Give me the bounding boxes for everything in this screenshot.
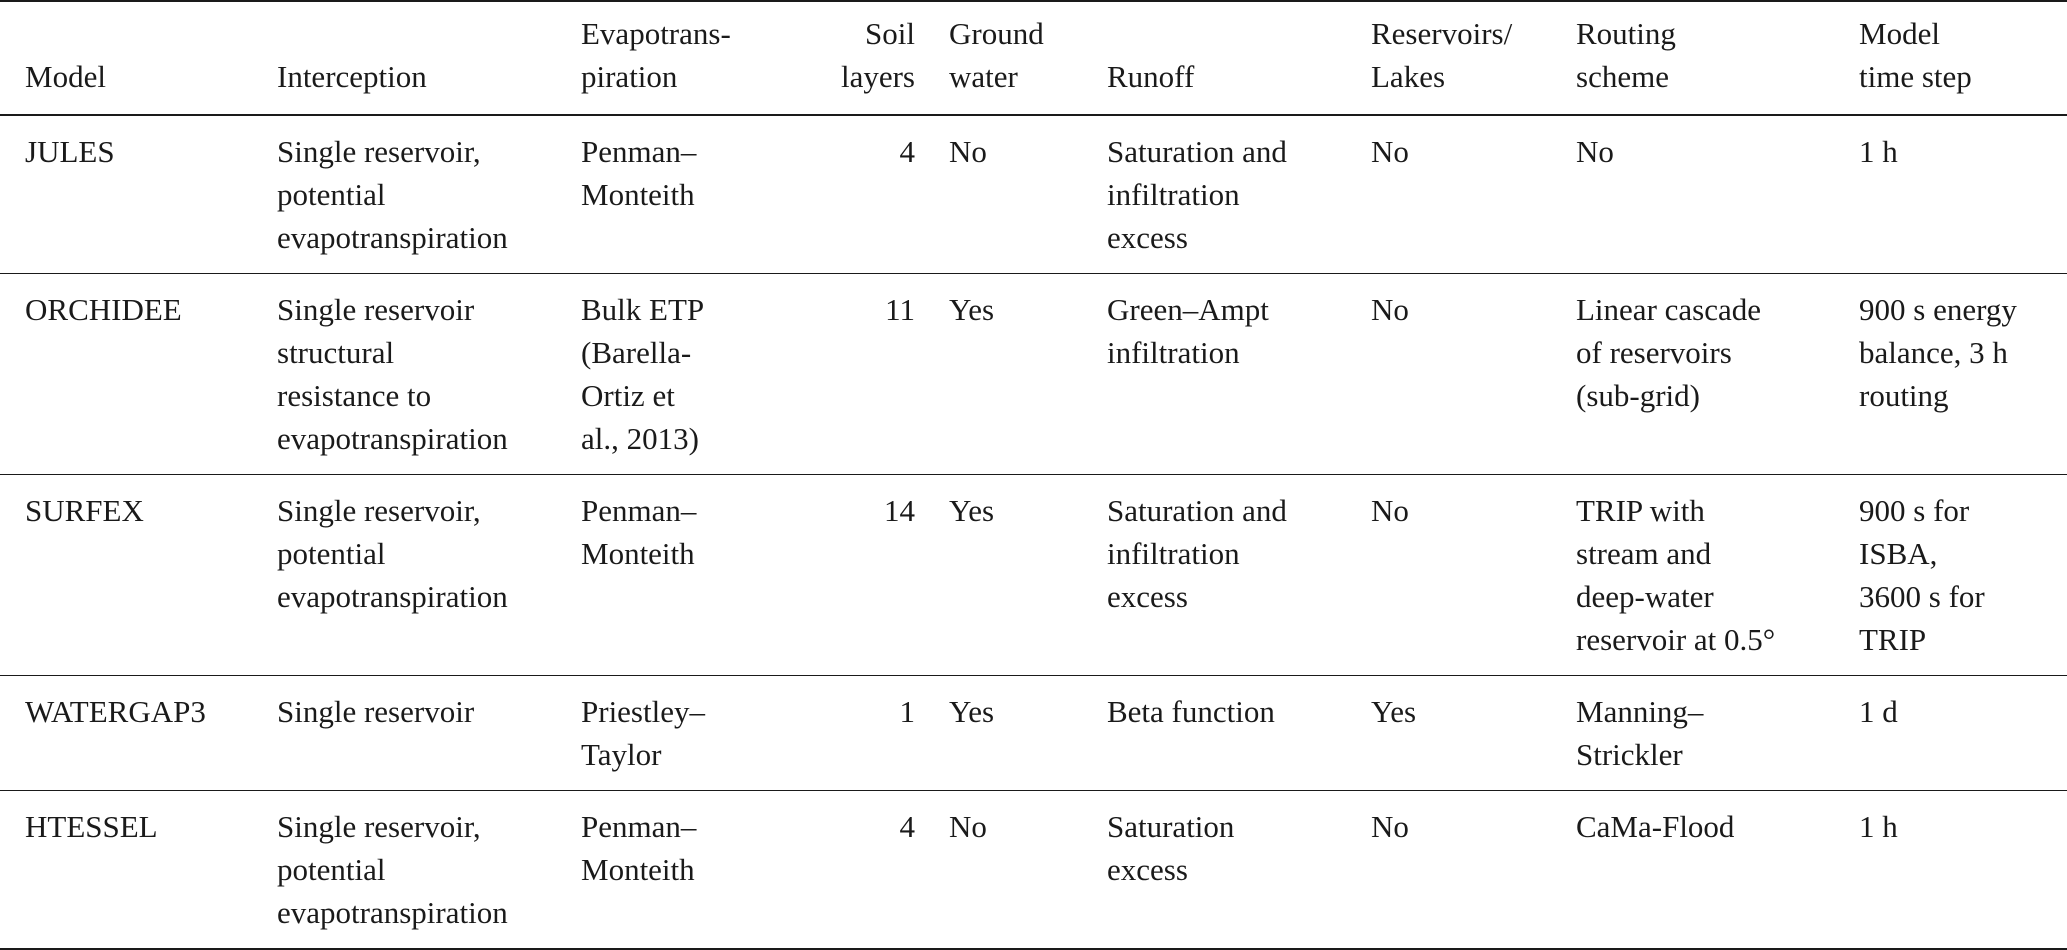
- header-evapotranspiration: Evapotrans- piration: [581, 16, 731, 94]
- cell-model-time-step: 1 h: [1859, 809, 1898, 844]
- table-row: [0, 115, 2067, 274]
- cell-evapotranspiration: Bulk ETP (Barella- Ortiz et al., 2013): [581, 292, 705, 456]
- cell-interception: Single reservoir, potential evapotranspiration: [277, 809, 508, 930]
- cell-soil-layers: 14: [884, 493, 915, 528]
- cell-ground-water: Yes: [949, 292, 995, 327]
- cell-evapotranspiration: Penman– Monteith: [581, 134, 697, 212]
- cell-evapotranspiration: Penman– Monteith: [581, 493, 697, 571]
- cell-runoff: Green–Ampt infiltration: [1107, 292, 1269, 370]
- cell-model: JULES: [25, 134, 115, 169]
- cell-interception: Single reservoir structural resistance to evapotranspiration: [277, 292, 508, 456]
- cell-ground-water: No: [949, 809, 987, 844]
- header-row: [0, 1, 2067, 115]
- cell-interception: Single reservoir, potential evapotranspiration: [277, 493, 508, 614]
- cell-ground-water: No: [949, 134, 987, 169]
- header-ground-water: Ground water: [949, 16, 1044, 94]
- cell-soil-layers: 4: [899, 809, 915, 844]
- table-row: [0, 791, 2067, 950]
- cell-model: SURFEX: [25, 493, 144, 528]
- cell-runoff: Saturation and infiltration excess: [1107, 493, 1287, 614]
- cell-reservoirs-lakes: Yes: [1371, 694, 1417, 729]
- cell-evapotranspiration: Priestley– Taylor: [581, 694, 705, 772]
- cell-model-time-step: 900 s for ISBA, 3600 s for TRIP: [1859, 493, 1985, 657]
- cell-ground-water: Yes: [949, 493, 995, 528]
- cell-soil-layers: 4: [899, 134, 915, 169]
- header-routing-scheme: Routing scheme: [1576, 16, 1676, 94]
- cell-runoff: Saturation and infiltration excess: [1107, 134, 1287, 255]
- cell-model-time-step: 900 s energy balance, 3 h routing: [1859, 292, 2017, 413]
- cell-evapotranspiration: Penman– Monteith: [581, 809, 697, 887]
- table-row: [0, 475, 2067, 676]
- header-runoff: Runoff: [1107, 59, 1195, 94]
- header-reservoirs-lakes: Reservoirs/ Lakes: [1371, 16, 1513, 94]
- cell-ground-water: Yes: [949, 694, 995, 729]
- cell-interception: Single reservoir, potential evapotranspiration: [277, 134, 508, 255]
- cell-routing-scheme: CaMa-Flood: [1576, 809, 1735, 844]
- cell-runoff: Beta function: [1107, 694, 1275, 729]
- cell-reservoirs-lakes: No: [1371, 292, 1409, 327]
- cell-reservoirs-lakes: No: [1371, 809, 1409, 844]
- header-soil-layers: Soil layers: [840, 16, 915, 94]
- header-model-time-step: Model time step: [1859, 16, 1972, 94]
- header-model: Model: [25, 59, 106, 94]
- table-row: [0, 274, 2067, 475]
- table-row: [0, 676, 2067, 791]
- cell-model-time-step: 1 h: [1859, 134, 1898, 169]
- cell-interception: Single reservoir: [277, 694, 475, 729]
- cell-routing-scheme: Linear cascade of reservoirs (sub-grid): [1576, 292, 1762, 413]
- cell-reservoirs-lakes: No: [1371, 493, 1409, 528]
- cell-model-time-step: 1 d: [1859, 694, 1898, 729]
- cell-routing-scheme: No: [1576, 134, 1614, 169]
- cell-soil-layers: 1: [899, 694, 915, 729]
- header-interception: Interception: [277, 59, 427, 94]
- cell-routing-scheme: Manning– Strickler: [1576, 694, 1704, 772]
- cell-runoff: Saturation excess: [1107, 809, 1235, 887]
- cell-soil-layers: 11: [885, 292, 915, 327]
- cell-reservoirs-lakes: No: [1371, 134, 1409, 169]
- cell-routing-scheme: TRIP with stream and deep-water reservoir at 0.5°: [1576, 493, 1776, 657]
- cell-model: WATERGAP3: [25, 694, 206, 729]
- cell-model: ORCHIDEE: [25, 292, 182, 327]
- cell-model: HTESSEL: [25, 809, 158, 844]
